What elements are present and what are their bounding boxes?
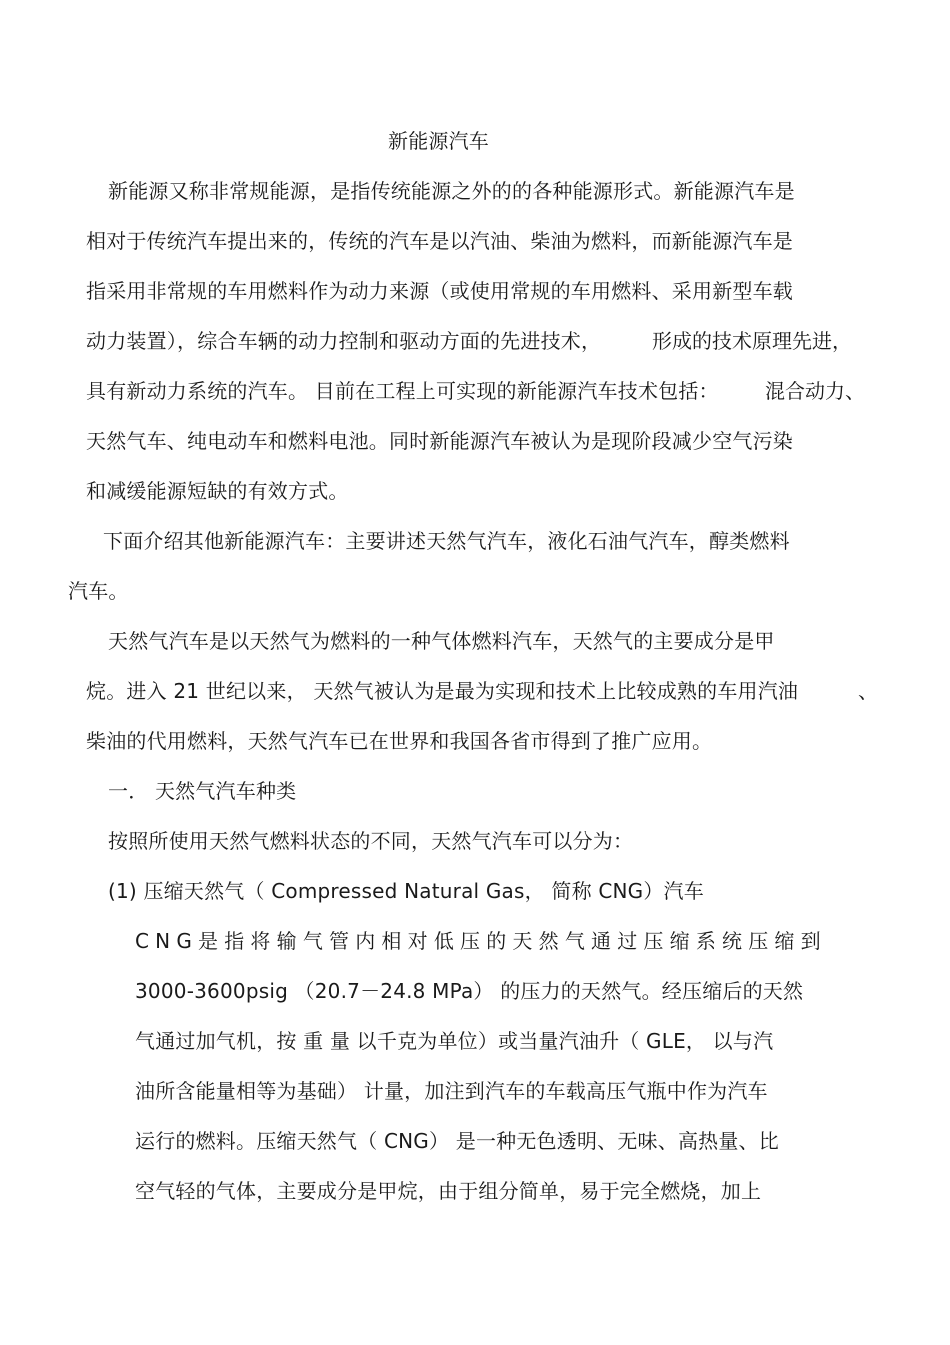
paragraph-line: 下面介绍其他新能源汽车：主要讲述天然气汽车，液化石油气汽车，醇类燃料 [103, 529, 790, 553]
paragraph-line-tail: 形成的技术原理先进， [652, 329, 852, 353]
paragraph-line: 柴油的代用燃料，天然气汽车已在世界和我国各省市得到了推广应用。 [86, 729, 713, 753]
paragraph-line: 具有新动力系统的汽车。 目前在工程上可实现的新能源汽车技术包括： [86, 379, 719, 403]
paragraph-line: 动力装置），综合车辆的动力控制和驱动方面的先进技术， [86, 329, 602, 353]
paragraph-line: 相对于传统汽车提出来的，传统的汽车是以汽油、柴油为燃料，而新能源汽车是 [86, 229, 793, 253]
paragraph-line-tail: 混合动力、 [765, 379, 865, 403]
paragraph-line: 新能源又称非常规能源，是指传统能源之外的的各种能源形式。新能源汽车是 [108, 179, 795, 203]
paragraph-line: 运行的燃料。压缩天然气（ CNG） 是一种无色透明、无味、高热量、比 [135, 1129, 779, 1153]
paragraph-line: 烷。进入 21 世纪以来， 天然气被认为是最为实现和技术上比较成熟的车用汽油 [86, 679, 799, 703]
paragraph-line: 油所含能量相等为基础） 计量，加注到汽车的车载高压气瓶中作为汽车 [135, 1079, 768, 1103]
paragraph-line: 汽车。 [68, 579, 129, 603]
paragraph-line: 气通过加气机，按 重 量 以千克为单位）或当量汽油升（ GLE， 以与汽 [135, 1029, 774, 1053]
paragraph-line: 按照所使用天然气燃料状态的不同，天然气汽车可以分为： [108, 829, 634, 853]
paragraph-line: CNG是指将输气管内相对低压的天然气通过压缩系统压缩到 [135, 929, 827, 953]
paragraph-line: 指采用非常规的车用燃料作为动力来源（或使用常规的车用燃料、采用新型车载 [86, 279, 793, 303]
paragraph-line: 3000-3600psig （20.7－24.8 MPa） 的压力的天然气。经压缩后的天然 [135, 979, 804, 1003]
paragraph-line: 空气轻的气体，主要成分是甲烷，由于组分简单，易于完全燃烧，加上 [135, 1179, 762, 1203]
list-item-heading: (1) 压缩天然气（ Compressed Natural Gas， 简称 CNG）汽车 [108, 879, 704, 903]
paragraph-line: 和减缓能源短缺的有效方式。 [86, 479, 349, 503]
paragraph-line: 天然气汽车是以天然气为燃料的一种气体燃料汽车，天然气的主要成分是甲 [108, 629, 775, 653]
paragraph-line-tail: 、 [858, 679, 878, 703]
document-title: 新能源汽车 [388, 129, 489, 153]
paragraph-line: 天然气车、纯电动车和燃料电池。同时新能源汽车被认为是现阶段减少空气污染 [86, 429, 793, 453]
section-heading: 一． 天然气汽车种类 [108, 779, 297, 803]
